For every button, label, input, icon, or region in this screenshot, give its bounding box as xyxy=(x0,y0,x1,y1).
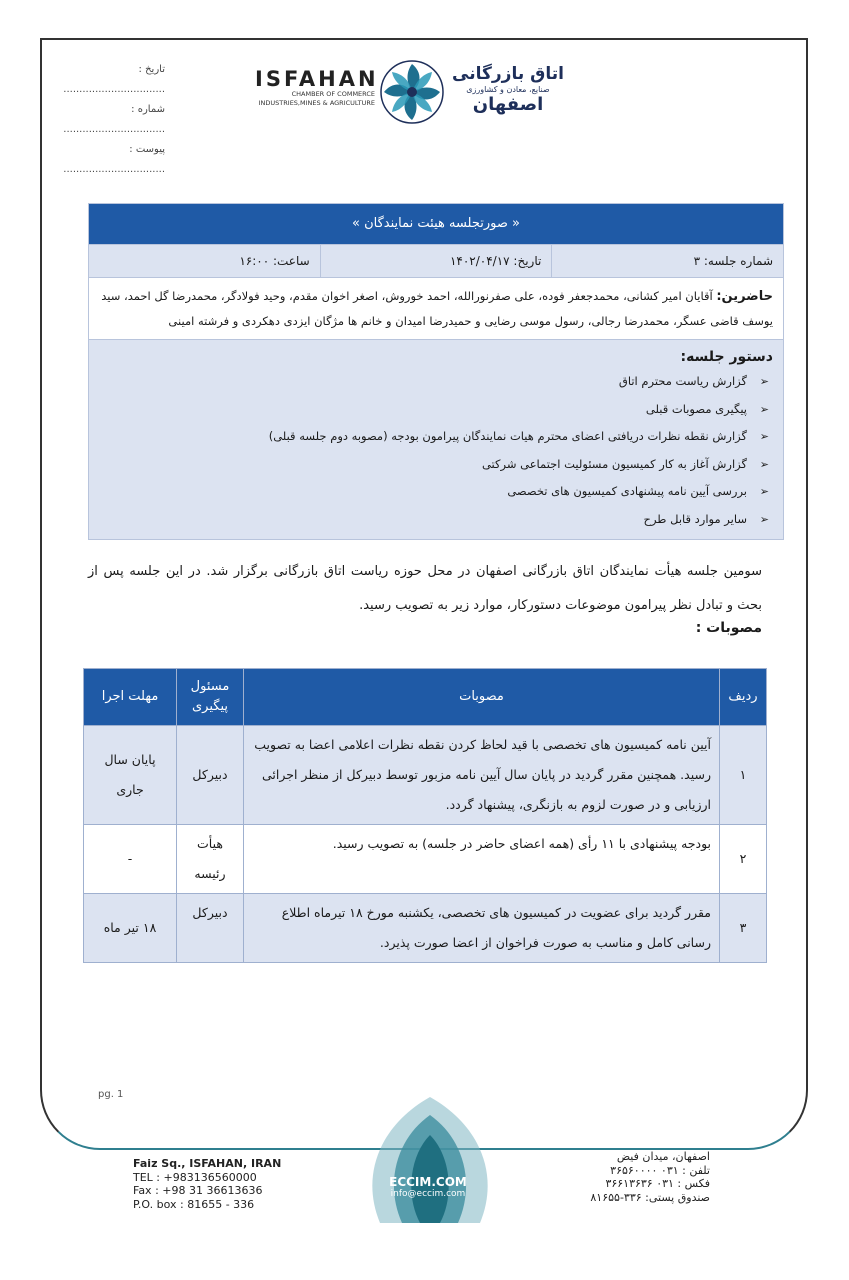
date-label: تاریخ : xyxy=(138,64,165,75)
arrow-icon: ➢ xyxy=(759,512,769,526)
footer-web xyxy=(383,1175,473,1199)
footer-pobox-fa: صندوق پستی: ۳۳۶-۸۱۶۵۵ xyxy=(590,1190,710,1204)
list-item xyxy=(99,506,769,534)
row-owner: هیأت رئیسه xyxy=(177,825,244,894)
arrow-icon: ➢ xyxy=(759,430,769,443)
arrow-icon: ➢ xyxy=(759,375,769,388)
page-number: pg. 1 xyxy=(98,1089,124,1100)
number-label: شماره : xyxy=(131,104,165,115)
footer-fax-en: Fax : +98 31 36613636 xyxy=(133,1184,263,1197)
session-paragraph: سومین جلسه هیأت نمایندگان اتاق بازرگانی اصفهان در محل حوزه ریاست اتاق بازرگانی برگزار شد. در این جلسه پس از بحث و تبادل نظر پیرامون موضوعات دستورکار، موارد زیر به تصویب رسید. xyxy=(88,564,762,613)
session-time: ساعت: ۱۶:۰۰ xyxy=(239,254,310,268)
attachment-dots: ................................ xyxy=(63,164,165,175)
arrow-icon: ➢ xyxy=(759,485,769,498)
table-row xyxy=(84,726,767,825)
agenda-item-text: گزارش نقطه نظرات دریافتی اعضای محترم هیات نمایندگان پیرامون بودجه (مصوبه دوم جلسه قبلی) xyxy=(268,429,747,443)
col-owner: مسئول پیگیری xyxy=(177,669,244,726)
session-date: تاریخ: ۱۴۰۲/۰۴/۱۷ xyxy=(320,245,552,277)
footer-tel-fa: تلفن : ۰۳۱ ۳۶۵۶۰۰۰۰ xyxy=(610,1163,710,1177)
table-row xyxy=(84,894,767,963)
agenda xyxy=(89,339,783,539)
row-deadline: - xyxy=(84,825,177,894)
footer-address-en: Faiz Sq., ISFAHAN, IRAN xyxy=(133,1157,282,1170)
footer-website[interactable]: ECCIM.COM xyxy=(389,1175,467,1189)
agenda-item-text: بررسی آیین نامه پیشنهادی کمیسیون های تخصصی xyxy=(507,484,747,498)
number-dots: ................................ xyxy=(63,124,165,135)
agenda-item-text: گزارش آغاز به کار کمیسیون مسئولیت اجتماعی شرکتی xyxy=(481,456,747,471)
row-text: بودجه پیشنهادی با ۱۱ رأی (همه اعضای حاضر در جلسه) به تصویب رسید. xyxy=(244,825,720,894)
row-owner: دبیرکل xyxy=(177,894,244,963)
row-text: آیین نامه کمیسیون های تخصصی با قید لحاظ کردن نقطه نظرات اعلامی اعضا به تصویب رسید. همچنین مقرر گردید در پایان سال آیین نامه مزبور توسط دبیرکل از منظر اجرائی ارزیابی و در صورت لزوم به بازنگری، پیشنهاد گردد. xyxy=(244,726,720,825)
agenda-item-text: پیگیری مصوبات قبلی xyxy=(645,401,747,416)
row-owner: دبیرکل xyxy=(177,726,244,825)
footer-email[interactable]: info@eccim.com xyxy=(390,1189,466,1199)
brand-fa-line2: صنایع، معادن و کشاورزی xyxy=(466,85,550,94)
chamber-logo-icon xyxy=(378,58,446,126)
col-row-number: ردیف xyxy=(720,669,767,726)
table-header-row xyxy=(84,669,767,726)
agenda-item-text: گزارش ریاست محترم اتاق xyxy=(618,374,747,388)
attendees-text: آقایان امیر کشانی، محمدجعفر فوده، علی صفرنورالله، احمد خوروش، اصغر اخوان مقدم، وحید فولادگر، محمدرضا گل احمد، سید یوسف قاضی عسگر، محمدرضا رجالی، رسول موسی رضایی و حمیدرضا امیدان و خانم ها مژگان ایزدی دهکردی و فرشته امینی xyxy=(101,289,773,328)
agenda-list xyxy=(99,368,773,533)
letter-meta xyxy=(55,60,165,180)
footer-tel-en: TEL : +983136560000 xyxy=(133,1170,257,1184)
brand-english xyxy=(255,67,379,108)
date-dots: ................................ xyxy=(63,84,165,95)
list-item xyxy=(99,423,769,451)
col-deadline: مهلت اجرا xyxy=(84,669,177,726)
footer-lotus-icon xyxy=(330,1095,530,1225)
attachment-label: پیوست : xyxy=(129,144,165,155)
arrow-icon: ➢ xyxy=(759,457,769,471)
attendees-label: حاضرین: xyxy=(716,289,773,304)
approvals-heading: مصوبات : xyxy=(695,620,762,636)
brand-fa-line1: اتاق بازرگانی xyxy=(452,64,564,84)
footer-contact-en xyxy=(133,1157,281,1211)
footer-address-fa: اصفهان، میدان فیض xyxy=(616,1150,710,1163)
list-item xyxy=(99,451,769,479)
table-row xyxy=(84,825,767,894)
col-approvals: مصوبات xyxy=(244,669,720,726)
attendees xyxy=(89,277,783,339)
brand-persian xyxy=(448,64,568,115)
row-number: ۲ xyxy=(720,825,767,894)
agenda-title: دستور جلسه: xyxy=(680,349,773,365)
brand-fa-line3: اصفهان xyxy=(472,94,544,115)
brand-en-line1: CHAMBER OF COMMERCE xyxy=(291,90,375,98)
session-info-row xyxy=(89,244,783,277)
list-item xyxy=(99,478,769,506)
list-item xyxy=(99,396,769,424)
footer-pobox-en: P.O. box : 81655 - 336 xyxy=(133,1197,255,1211)
footer-fax-fa: فکس : ۰۳۱ ۳۶۶۱۳۶۳۶ xyxy=(605,1177,710,1190)
minutes-title: « صورتجلسه هیئت نمایندگان » xyxy=(89,204,783,244)
arrow-icon: ➢ xyxy=(759,402,769,416)
session-number: شماره جلسه: ۳ xyxy=(551,245,783,277)
footer-contact-fa xyxy=(590,1150,710,1204)
minutes-box xyxy=(88,203,784,540)
row-text: مقرر گردید برای عضویت در کمیسیون های تخصصی، یکشنبه مورخ ۱۸ تیرماه اطلاع رسانی کامل و مناسب به صورت فراخوان از اعضا صورت پذیرد. xyxy=(244,894,720,963)
row-deadline: ۱۸ تیر ماه xyxy=(84,894,177,963)
list-item xyxy=(99,368,769,396)
row-number: ۱ xyxy=(720,726,767,825)
brand-en-line2: INDUSTRIES,MINES & AGRICULTURE xyxy=(258,99,375,107)
approvals-table xyxy=(83,668,767,963)
brand-en-title: ISFAHAN xyxy=(255,67,379,91)
agenda-item-text: سایر موارد قابل طرح xyxy=(643,511,747,526)
row-deadline: پایان سال جاری xyxy=(84,726,177,825)
row-number: ۳ xyxy=(720,894,767,963)
